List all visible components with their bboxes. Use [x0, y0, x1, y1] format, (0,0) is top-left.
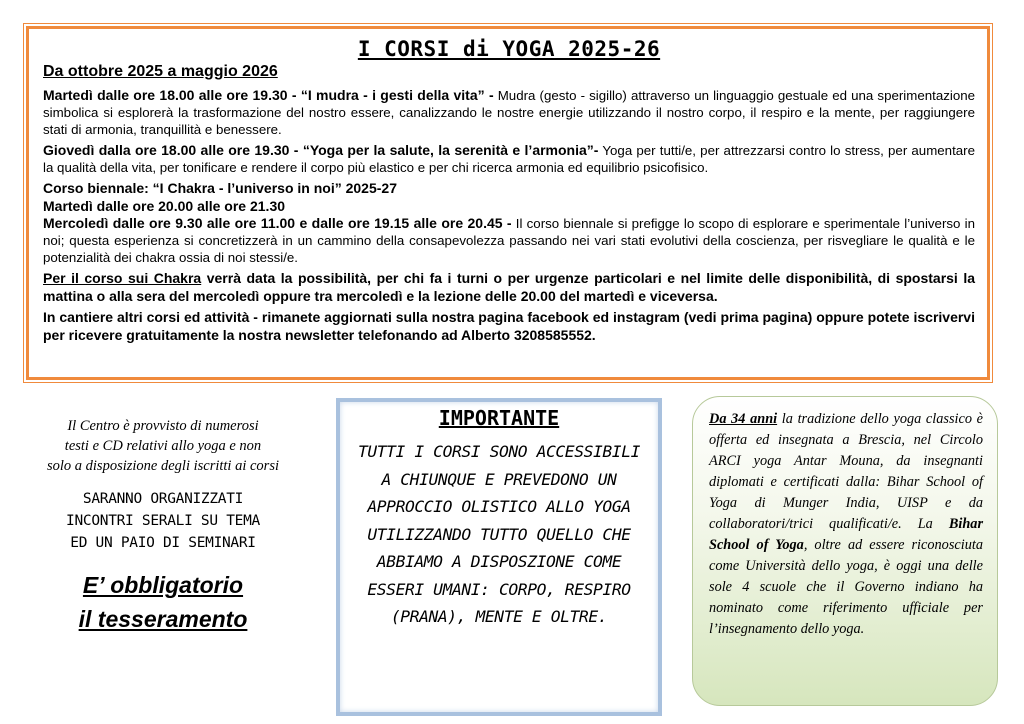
- course-salute: [43, 142, 975, 176]
- library-line-3: solo a disposizione degli iscritti ai corsi: [46, 458, 279, 474]
- course-chakra-text: Il corso biennale si prefigge lo scopo di esplorare e sperimentale l’universo in noi; questa esperienza si concretizzerà in un cammino della consapevolezza passando nei vari stati evolutivi della coscienza, per risvegliare le qualità e le potenzialità dei chakra ossia di noi stessi/e.: [43, 216, 975, 265]
- period-heading: Da ottobre 2025 a maggio 2026: [43, 63, 278, 80]
- library-line-1: Il Centro è provvisto di numerosi: [67, 418, 259, 434]
- events-line-1: SARANNO ORGANIZZATI: [82, 491, 244, 507]
- events-line-2: INCONTRI SERALI SU TEMA: [66, 513, 260, 529]
- important-box: [336, 398, 662, 716]
- history-text: [709, 409, 983, 640]
- course-salute-text: Yoga per tutti/e, per attrezzarsi contro lo stress, per aumentare la qualità della vita, per tonificare e rendere il corpo più elastico e per chi ricerca armonia ed equilibrio psicofisico.: [43, 143, 975, 175]
- history-part-1: la tradizione dello yoga classico è offerta ed insegnata a Brescia, nel Circolo ARCI yoga Antar Mouna, da insegnanti diplomati e certificati dalla: Bihar School of Yoga di Munger India, UISP e da collaboratori/trici qualificati/e. La: [709, 411, 983, 532]
- chakra-note-text: verrà data la possibilità, per chi fa i turni o per urgenze particolari e nel limite delle disponibilità, di spostarsi la mattina o alla sera del mercoledì oppure tra mercoledì e la lezione delle 20.00 del martedì e viceversa.: [43, 270, 976, 304]
- important-title: IMPORTANTE: [438, 406, 560, 430]
- history-part-2: , oltre ad essere riconosciuta come Università dello yoga, è oggi una delle sole 4 scuole che il Governo indiano ha nominato come riferimento ufficiale per l’insegnamento dello yoga.: [709, 537, 983, 637]
- course-chakra: [43, 215, 975, 266]
- course-chakra-lead: Mercoledì dalle ore 9.30 alle ore 11.00 e dalle ore 19.15 alle ore 20.45 -: [43, 215, 512, 231]
- chakra-note: [43, 270, 975, 305]
- membership-line-1: E’ obbligatorio: [82, 572, 244, 598]
- events-note: [22, 488, 304, 554]
- important-text: TUTTI I CORSI SONO ACCESSIBILI A CHIUNQUE E PREVEDONO UN APPROCCIO OLISTICO ALLO YOGA UTILIZZANDO TUTTO QUELLO CHE ABBIAMO A DISPOSZIONE COME ESSERI UMANI: CORPO, RESPIRO (PRANA), MENTE E OLTRE.: [357, 442, 641, 626]
- history-box: [692, 396, 998, 706]
- courses-box: [26, 26, 990, 380]
- course-mudra: [43, 87, 975, 138]
- left-column: [22, 416, 304, 636]
- membership-note: [22, 568, 304, 636]
- library-line-2: testi e CD relativi allo yoga e non: [64, 438, 262, 454]
- membership-line-2: il tesseramento: [78, 606, 248, 632]
- chakra-note-lead: Per il corso sui Chakra: [43, 270, 202, 286]
- course-mudra-lead: Martedì dalle ore 18.00 alle ore 19.30 - “I mudra - i gesti della vita” -: [43, 87, 494, 103]
- history-years: Da 34 anni: [709, 411, 778, 427]
- course-salute-lead: Giovedì dalla ore 18.00 alle ore 19.30 - “Yoga per la salute, la serenità e l’armonia”-: [43, 142, 599, 158]
- course-chakra-title: Corso biennale: “I Chakra - l’universo in noi” 2025-27: [43, 180, 397, 196]
- library-note: [22, 416, 304, 476]
- events-line-3: ED UN PAIO DI SEMINARI: [70, 535, 256, 551]
- course-mudra-text: Mudra (gesto - sigillo) attraverso un linguaggio gestuale ed una sperimentazione simbolica si esplorerà la trasformazione del nostro essere, canalizzando le nostre energie utilizzando il nostro corpo, il respiro e la mente, per raggiungere stati di armonia, tranquillità e benessere.: [43, 88, 975, 137]
- page-title: I CORSI di YOGA 2025-26: [357, 37, 661, 61]
- course-chakra-schedule: Martedì dalle ore 20.00 alle ore 21.30: [43, 197, 286, 214]
- history-bihar: Bihar School of Yoga: [709, 516, 984, 553]
- cantiere-note: In cantiere altri corsi ed attività - rimanete aggiornati sulla nostra pagina facebook ed instagram (vedi prima pagina) oppure potete iscrivervi per ricevere gratuitamente la nostra newsletter telefonando ad Alberto 3208585552.: [43, 309, 975, 343]
